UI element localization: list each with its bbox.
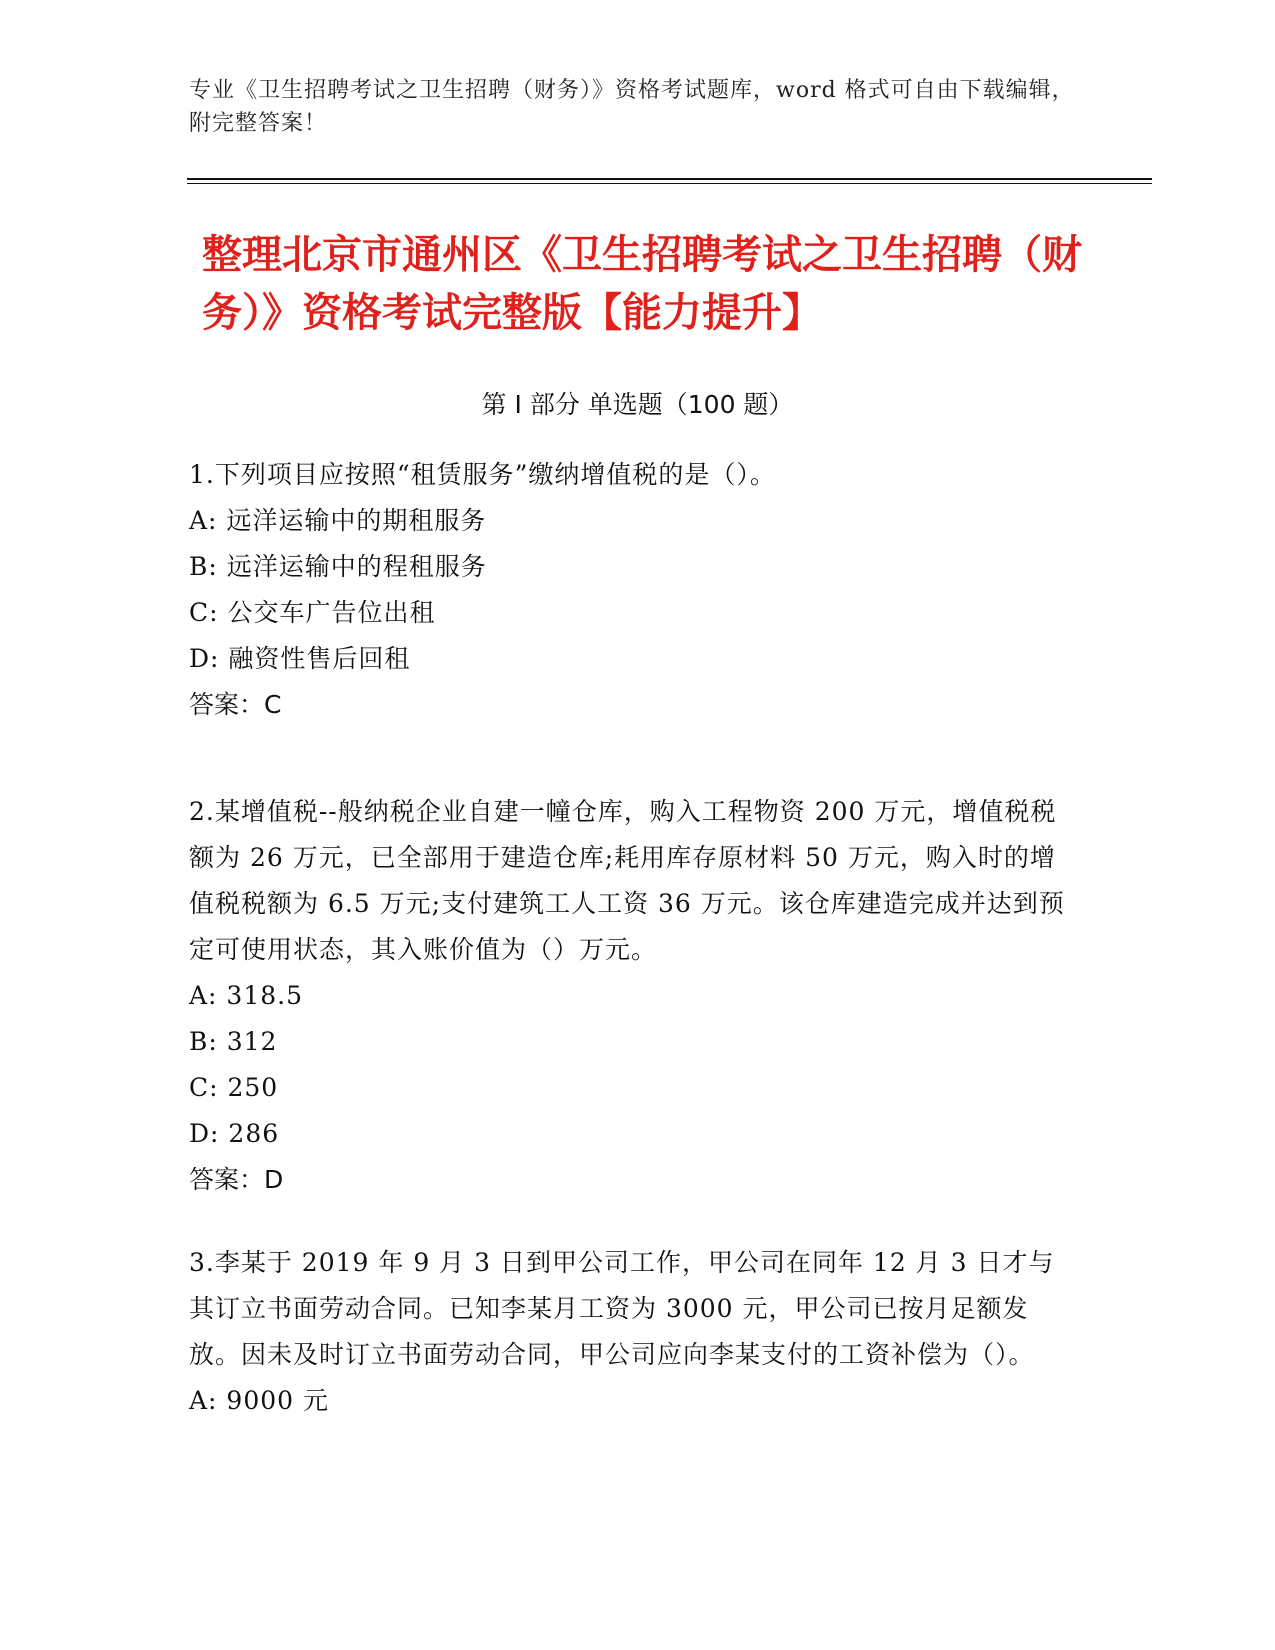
header-note: 专业《卫生招聘考试之卫生招聘（财务）》资格考试题库，word 格式可自由下载编辑，附完整答案！ — [189, 78, 1075, 136]
option-c: C: 250 — [189, 1073, 279, 1102]
option-b: B: 远洋运输中的程租服务 — [189, 552, 487, 581]
answer: 答案：D — [189, 1165, 284, 1194]
option-b: B: 312 — [189, 1027, 278, 1056]
header-divider-thin — [187, 183, 1152, 184]
option-a: A: 318.5 — [189, 981, 303, 1010]
option-d: D: 286 — [189, 1119, 280, 1148]
question-stem: 3.李某于 2019 年 9 月 3 日到甲公司工作，甲公司在同年 12 月 3 日才与其订立书面劳动合同。已知李某月工资为 3000 元，甲公司已按月足额发放。因未及时订立书面劳动合同，甲公司应向李某支付的工资补偿为（）。 — [189, 1248, 1055, 1369]
question-1 — [189, 452, 1079, 728]
option-a: A: 远洋运输中的期租服务 — [189, 506, 487, 535]
document-title: 整理北京市通州区《卫生招聘考试之卫生招聘（财务）》资格考试完整版【能力提升】 — [202, 232, 1082, 336]
question-stem: 2.某增值税--般纳税企业自建一幢仓库，购入工程物资 200 万元，增值税税额为 26 万元，已全部用于建造仓库;耗用库存原材料 50 万元，购入时的增值税税额为 6.5 万元;支付建筑工人工资 36 万元。该仓库建造完成并达到预定可使用状态，其入账价值为（）万元。 — [189, 797, 1065, 964]
question-stem: 1.下列项目应按照“租赁服务”缴纳增值税的是（）。 — [189, 460, 776, 489]
header-divider-thick — [187, 178, 1152, 180]
option-d: D: 融资性售后回租 — [189, 644, 411, 673]
question-2 — [189, 789, 1079, 1203]
section-title: 第 I 部分 单选题（100 题） — [481, 390, 794, 419]
option-a: A: 9000 元 — [189, 1386, 329, 1415]
option-c: C: 公交车广告位出租 — [189, 598, 436, 627]
answer: 答案：C — [189, 690, 282, 719]
question-3 — [189, 1240, 1079, 1424]
